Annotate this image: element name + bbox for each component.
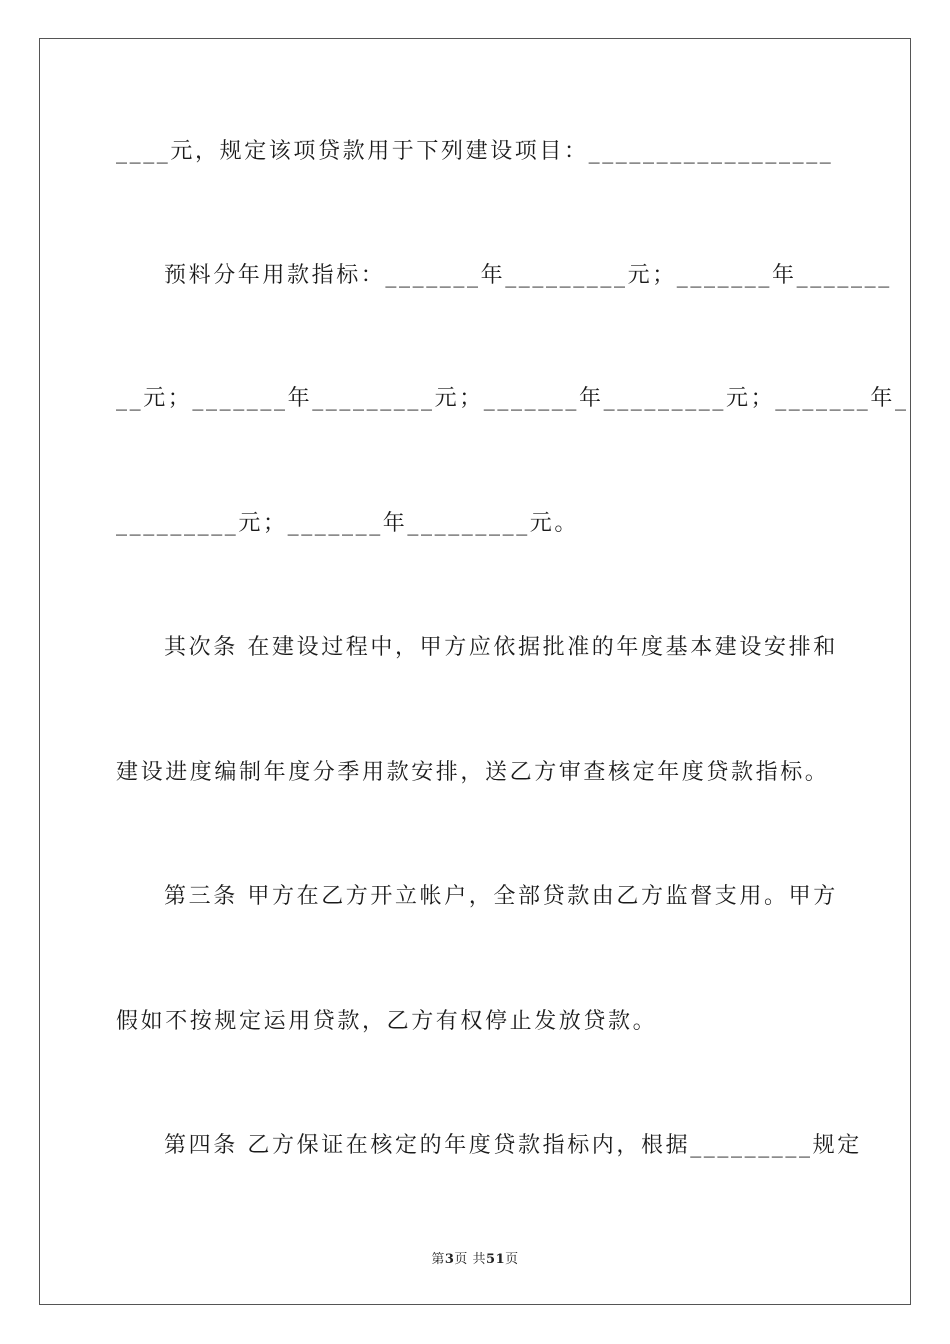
footer-prefix: 第: [431, 1252, 445, 1267]
text-line: 其次条 在建设过程中，甲方应依据批准的年度基本建设安排和: [164, 635, 838, 660]
footer-mid: 页 共: [454, 1252, 487, 1267]
text-line: _________元；_______年_________元。: [116, 511, 580, 536]
text-line: 假如不按规定运用贷款，乙方有权停止发放贷款。: [116, 1009, 658, 1034]
page-footer: [0, 1248, 950, 1267]
text-line: __元；_______年_________元；_______年_________元；_______年_: [116, 386, 909, 411]
text-line: 第四条 乙方保证在核定的年度贷款指标内，根据_________规定: [164, 1133, 862, 1158]
page-frame: [39, 38, 911, 1305]
text-line: ____元，规定该项贷款用于下列建设项目：__________________: [116, 139, 834, 164]
text-line: 预料分年用款指标：_______年_________元；_______年_______: [164, 263, 892, 288]
text-line: 第三条 甲方在乙方开立帐户，全部贷款由乙方监督支用。甲方: [164, 884, 838, 909]
footer-suffix: 页: [505, 1252, 519, 1267]
text-line: 建设进度编制年度分季用款安排，送乙方审查核定年度贷款指标。: [116, 760, 830, 785]
page-number: 3: [444, 1252, 455, 1267]
total-pages: 51: [486, 1252, 506, 1267]
